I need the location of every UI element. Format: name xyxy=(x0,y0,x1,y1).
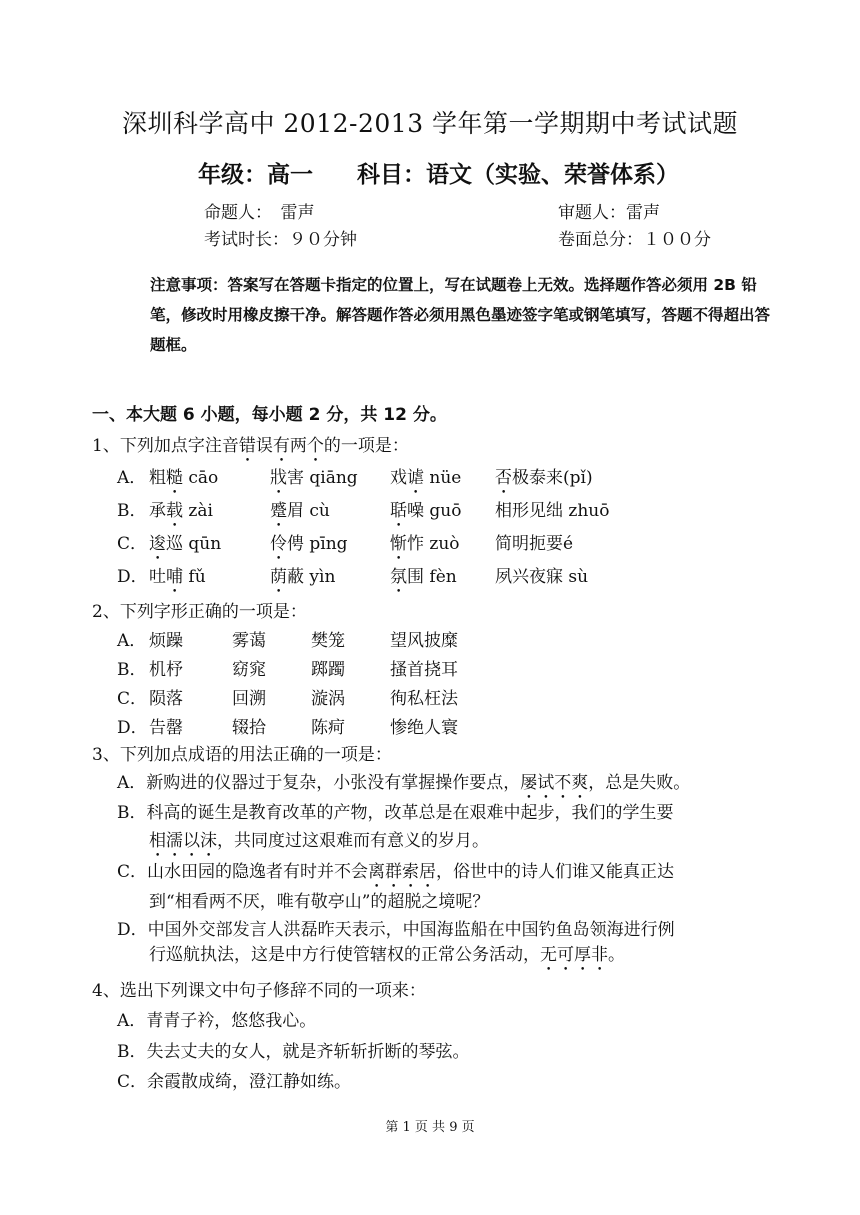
question-3-stem: 3、下列加点成语的用法正确的一项是： xyxy=(92,745,392,765)
question-3-option-a: A．新购进的仪器过于复杂，小张没有掌握操作要点，屡试不爽，总是失败。 xyxy=(117,773,691,793)
question-3-option-c: C．山水田园的隐逸者有时并不会离群索居，俗世中的诗人们谁又能真正达 xyxy=(117,862,675,882)
question-4-stem: 4、选出下列课文中句子修辞不同的一项来： xyxy=(92,981,426,1001)
total-score-info: 卷面总分：１００分 xyxy=(558,230,711,250)
question-3-option-d: D．中国外交部发言人洪磊昨天表示，中国海监船在中国钓鱼岛领海进行例 xyxy=(117,920,675,940)
question-2-stem: 2、下列字形正确的一项是： xyxy=(92,602,307,622)
exam-subtitle xyxy=(198,156,679,189)
question-3-option-d-cont: 行巡航执法，这是中方行使管辖权的正常公务活动，无可厚非。 xyxy=(149,945,625,965)
page-footer: 第 1 页 共 9 页 xyxy=(385,1120,475,1135)
exam-notice: 注意事项：答案写在答题卡指定的位置上，写在试题卷上无效。选择题作答必须用 2B 铅笔，修改时用橡皮擦干净。解答题作答必须用黑色墨迹签字笔或钢笔填写，答题不得超出答题框。 xyxy=(150,276,771,354)
question-4-option-c: C．余霞散成绮，澄江静如练。 xyxy=(117,1072,352,1092)
question-3-option-c-cont: 到“相看两不厌，唯有敬亭山”的超脱之境呢？ xyxy=(149,892,490,912)
question-3-option-b: B．科高的诞生是教育改革的产物，改革总是在艰难中起步，我们的学生要 xyxy=(117,803,674,823)
question-4-option-a: A．青青子衿，悠悠我心。 xyxy=(117,1011,317,1031)
subject-label: 科目：语文（实验、荣誉体系） xyxy=(357,162,679,188)
question-3-option-b-cont: 相濡以沫，共同度过这艰难而有意义的岁月。 xyxy=(149,831,489,851)
reviewer-info: 审题人：雷声 xyxy=(558,203,660,223)
exam-title: 深圳科学高中 2012-2013 学年第一学期期中考试试题 xyxy=(121,109,739,138)
question-4-option-b: B．失去丈夫的女人，就是齐斩斩折断的琴弦。 xyxy=(117,1042,470,1062)
question-1-stem: 1、下列加点字注音错误有两个的一项是： xyxy=(92,436,409,456)
author-info: 命题人： 雷声 xyxy=(204,203,315,223)
section-heading: 一、本大题 6 小题，每小题 2 分，共 12 分。 xyxy=(92,405,447,425)
grade-label: 年级：高一 xyxy=(198,162,313,188)
duration-info: 考试时长：９０分钟 xyxy=(204,230,357,250)
